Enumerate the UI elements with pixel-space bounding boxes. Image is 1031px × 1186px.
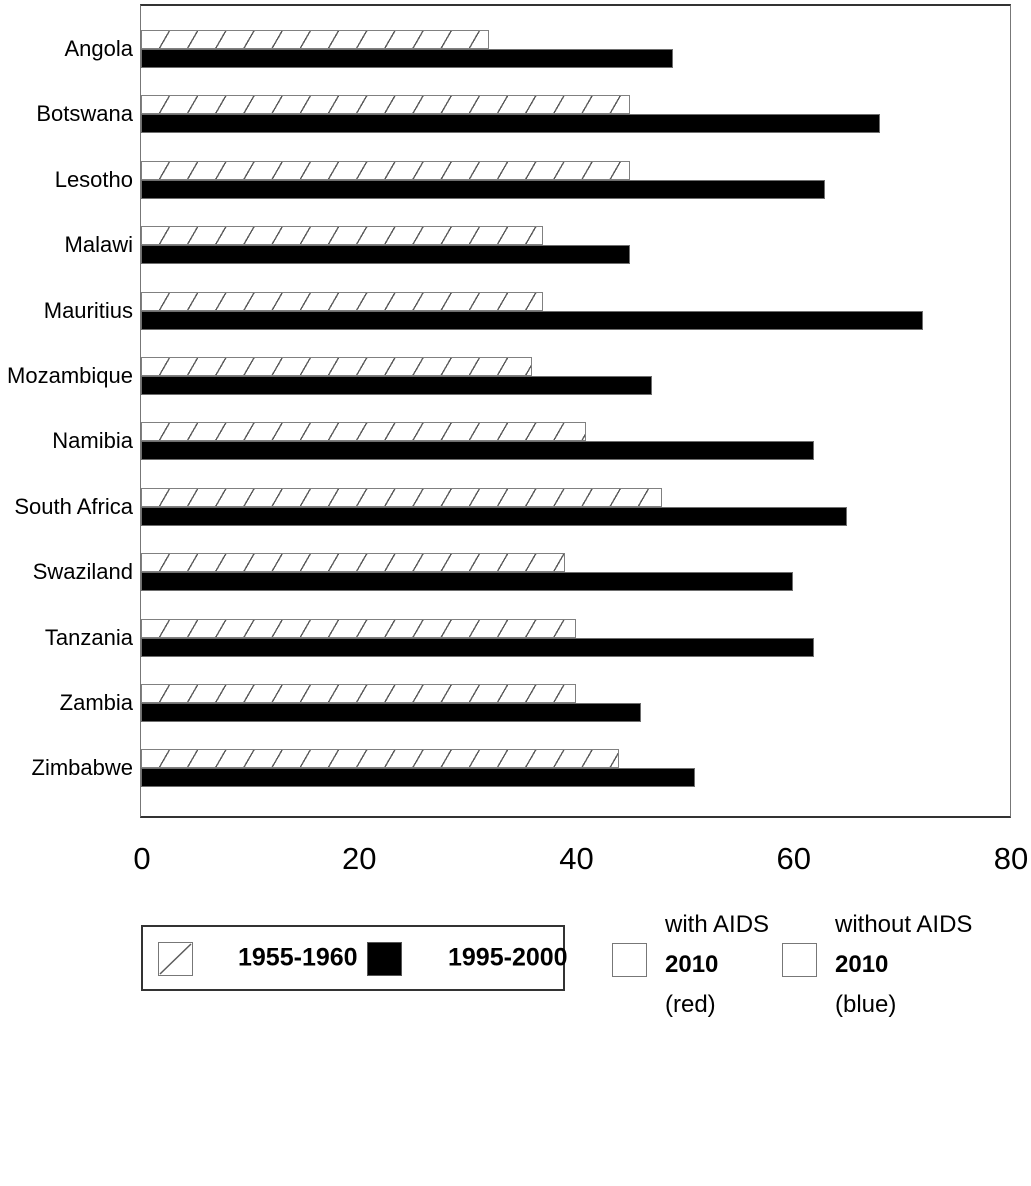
bar-1995-2000-lesotho: [141, 180, 825, 199]
bar-group-zimbabwe: [141, 749, 695, 787]
legend-swatch-black: [367, 942, 402, 976]
bar-group-mauritius: [141, 292, 923, 330]
country-label-south-africa: South Africa: [14, 493, 133, 519]
bar-1995-2000-south-africa: [141, 507, 847, 526]
bar-group-mozambique: [141, 357, 652, 395]
bar-1955-1960-mozambique: [141, 357, 532, 376]
bar-group-lesotho: [141, 161, 825, 199]
country-label-lesotho: Lesotho: [54, 166, 133, 192]
x-tick-label-40: 40: [559, 841, 594, 876]
bar-1995-2000-mozambique: [141, 376, 652, 395]
bar-group-tanzania: [141, 619, 814, 657]
bar-1955-1960-botswana: [141, 95, 630, 114]
country-label-tanzania: Tanzania: [44, 624, 133, 650]
bar-group-botswana: [141, 95, 880, 133]
country-label-malawi: Malawi: [64, 232, 133, 258]
bar-1995-2000-angola: [141, 49, 673, 68]
bar-1955-1960-mauritius: [141, 292, 543, 311]
bar-group-zambia: [141, 684, 641, 722]
bar-1995-2000-zimbabwe: [141, 768, 695, 787]
country-label-botswana: Botswana: [36, 101, 133, 127]
without-aids-line3: (blue): [835, 991, 897, 1018]
without-aids-line2: 2010: [835, 951, 889, 978]
legend-label-1995-2000: 1995-2000: [448, 943, 568, 972]
country-label-mauritius: Mauritius: [43, 297, 133, 323]
x-tick-label-80: 80: [993, 841, 1029, 876]
legend-entry-with-aids-text: [665, 905, 769, 1025]
without-aids-line1: without AIDS: [835, 911, 973, 938]
bar-1955-1960-lesotho: [141, 161, 630, 180]
bar-1955-1960-swaziland: [141, 553, 565, 572]
legend-label-1955-1960: 1955-1960: [238, 943, 358, 972]
bar-group-namibia: [141, 422, 814, 460]
country-label-mozambique: Mozambique: [7, 363, 133, 388]
bar-1995-2000-tanzania: [141, 638, 814, 657]
bar-1995-2000-mauritius: [141, 311, 923, 330]
with-aids-line2: 2010: [665, 951, 719, 978]
x-tick-label-20: 20: [342, 841, 377, 876]
bar-1995-2000-namibia: [141, 441, 814, 460]
with-aids-line3: (red): [665, 991, 716, 1018]
bar-1995-2000-malawi: [141, 245, 630, 264]
bar-1955-1960-tanzania: [141, 619, 576, 638]
bar-1955-1960-zambia: [141, 684, 576, 703]
bar-1955-1960-south-africa: [141, 488, 662, 507]
bar-1995-2000-swaziland: [141, 572, 793, 591]
bar-1955-1960-angola: [141, 30, 489, 49]
legend-box: [141, 925, 568, 991]
bar-group-south-africa: [141, 488, 847, 526]
legend-swatch-hatched: [158, 942, 193, 976]
bar-1955-1960-namibia: [141, 422, 586, 441]
country-label-namibia: Namibia: [52, 428, 133, 454]
x-tick-label-0: 0: [133, 841, 151, 876]
legend-swatch-with-aids: [612, 943, 647, 977]
country-label-zambia: Zambia: [59, 690, 133, 715]
x-tick-label-60: 60: [776, 841, 811, 876]
bar-1955-1960-zimbabwe: [141, 749, 619, 768]
plot-area: [140, 4, 1011, 818]
country-label-zimbabwe: Zimbabwe: [31, 755, 133, 781]
legend-swatch-without-aids: [782, 943, 817, 977]
bar-1995-2000-botswana: [141, 114, 880, 133]
legend-entry-without-aids-text: [835, 905, 972, 1025]
with-aids-line1: with AIDS: [665, 911, 770, 938]
diagonal-hatch-icon: [159, 943, 192, 975]
country-label-angola: Angola: [64, 36, 133, 61]
bar-group-swaziland: [141, 553, 793, 591]
bar-1995-2000-zambia: [141, 703, 641, 722]
bar-group-angola: [141, 30, 673, 68]
bar-group-malawi: [141, 226, 630, 264]
country-label-swaziland: Swaziland: [32, 559, 133, 585]
bar-1955-1960-malawi: [141, 226, 543, 245]
